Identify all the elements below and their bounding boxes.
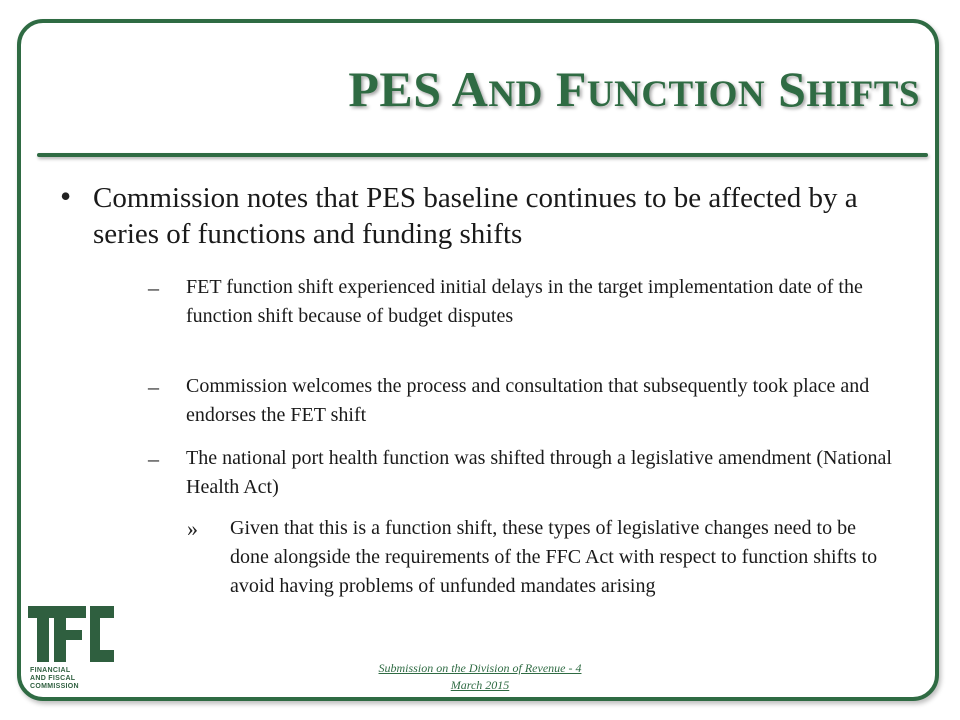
title-cap-a: A [451, 61, 489, 117]
footer-line-1: Submission on the Division of Revenue - 4 [378, 661, 582, 675]
title-rest-hifts: HIFTS [806, 74, 920, 115]
logo-wordmark [30, 667, 120, 691]
title-cap-s: S [778, 61, 807, 117]
sub-bullet-marker-2: – [148, 374, 159, 399]
logo-line-1: FINANCIAL [30, 667, 71, 674]
title-rest-nd: ND [488, 74, 543, 115]
sub-bullet-text-2: Commission welcomes the process and consultation that subsequently took place and endorses the FET shift [186, 375, 870, 426]
bullet-main-text: Commission notes that PES baseline continues to be affected by a series of functions and funding shifts [93, 182, 858, 250]
slide-footer [280, 660, 680, 694]
title-rest-unction: UNCTION [586, 74, 766, 115]
sub-bullet-text-3: The national port health function was shifted through a legislative amendment (National Health Act) [186, 447, 892, 498]
sub-bullet-text-1: FET function shift experienced initial delays in the target implementation date of the function shift because of budget disputes [186, 276, 863, 327]
title-cap-f: F [555, 61, 587, 117]
subsub-bullet-text: Given that this is a function shift, these types of legislative changes need to be done alongside the requirements of the FFC Act with respect to function shifts to avoid having problems of unfunded mandates arising [230, 517, 878, 597]
bullet-dot-icon: • [60, 178, 72, 214]
footer-line-2: March 2015 [450, 678, 510, 692]
sub-bullet-marker-3: – [148, 446, 159, 471]
sub-bullet-marker-1: – [148, 275, 159, 300]
title-word-pes: PES [348, 61, 442, 117]
subsub-bullet-marker: » [187, 516, 198, 541]
logo-line-2: AND FISCAL [30, 675, 76, 682]
logo-line-3: COMMISSION [30, 683, 79, 690]
